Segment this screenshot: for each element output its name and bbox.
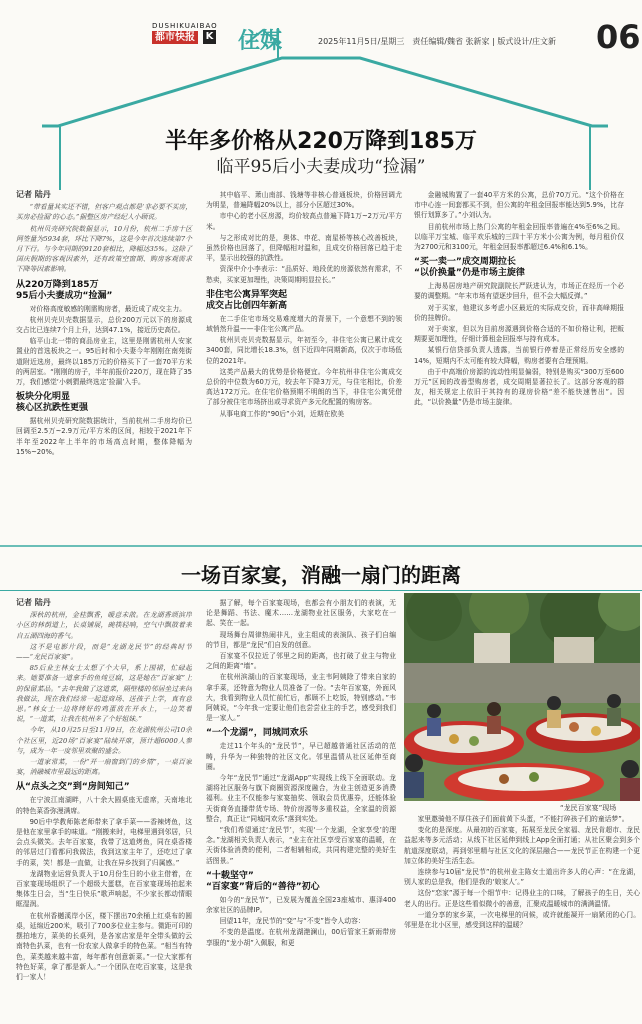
- paragraph: 资深中介小李表示：“品质好、地段优的房源依然有需求，不愁卖，买家更加理性，决策周期明显拉长。”: [206, 265, 402, 284]
- paragraph: 走过11个年头的“龙民节”，早已超越普通社区活动的范畴，升华为一种独特的社区文化。邻里温情从社区延伸至商圈。: [206, 742, 396, 771]
- subheading: 板块分化明显 核心区抗跌性更强: [16, 392, 89, 414]
- paragraph: 杭州贝壳贝壳数据显示，总价200万元以下的房源成交占比已连续7个月上升，达到47.1%，接近历史高位。: [16, 315, 192, 335]
- paragraph: 杭州贝壳贝壳数据显示，年初至今，非住宅公寓已累计成交3400套，同比增长18.3%，创下近四年同期新高，仅次于市场低位的2021年。: [206, 336, 402, 365]
- byline: 记者 陆丹: [16, 598, 51, 607]
- paragraph: 在宁波江南湖畔，八十余大圆桌座无虚席，天南地北的特色菜香弥漫满席。: [16, 796, 192, 815]
- headline-story2: 一场百家宴，消融一扇门的距离: [181, 563, 461, 587]
- newspaper-logo-mark-icon: K: [203, 30, 216, 44]
- paragraph: 今年，从10月25日至11月9日，在龙湖杭州公司10余个社区里，近20场“百家宴”陆续开席，预计超6000人参与，成为一年一度邻里欢聚的盛会。: [16, 726, 192, 755]
- subheading: 从220万降到185万 95后小夫妻成功“捡漏”: [16, 279, 113, 301]
- story2-col1: [16, 598, 192, 1020]
- paragraph: 90后中学教师陈老师带来了拿手菜——香辣烤鱼，这是他在家里拿手的味道。“刚搬来时，电梯里遇到邻居，只会点头微笑。去年百家宴，我带了这道烤鱼，同在桌香楼的邻居过门看都问我做法，我到这家主年了，还吃过了拿手的菜，笑！都是一直做，让我在异乡找到了归属感。”: [16, 817, 192, 867]
- section-title: 住媒: [238, 28, 283, 54]
- paragraph: 龙湖物业运营负责人于10月份生日的小业主借着，在百家宴现场组织了一个超级大蛋糕，在百家宴现场拍起来集体生日会，当“生日快乐”歌声响起，不少家长都动情眼眶湿润。: [16, 869, 192, 909]
- paragraph: 对于卖家，但以为目前房源遇到价格合适的不如价格让利，把贩期要更加理性，仔细计算租金回报率与持有成本。: [414, 325, 624, 344]
- paragraph: 在杭州滨湖山的百家宴现场，业主韦阿姨除了带来自家的拿手菜，还特意为物业人员准备了一份。“去年百家宴，外面风大，我看到物业人员忙前忙后，都顾不上吃饭，特别感动。”韦阿姨说，“今年我一定要让他们也尝尝业主的手艺，感受到我们是一家人。”: [206, 673, 396, 723]
- paragraph: 从事电商工作的“90后”小刘，近期在欧美: [219, 409, 345, 418]
- photo-caption: “龙民百家宴”现场: [560, 804, 617, 812]
- paragraph: 现场舞台周律热闹非凡，业主组成的表演队、孩子们自编的节目，都是“龙民”们自发的创意。: [206, 630, 396, 649]
- paragraph: 家里邀骑他不厚住孩子们面前黄下头蛋，“不能打碎孩子们的童话梦”。: [417, 815, 629, 823]
- paragraph: 上海易居房地产研究院副院长严跃进认为，市场正在经历一个必要的调整期。“年末市场有望逐步回升，但不会大幅反弹。”: [414, 282, 624, 301]
- paragraph: “我们希望通过‘龙民节’，实现‘一个龙湖，全家享受’的理念。”龙湖相关负责人表示，“业主在社区享受百家宴的温暖，在天街体验消费的便利，二者相辅相成，共同构建完整的美好生活图景。”: [206, 826, 396, 865]
- story1-col3: [414, 190, 624, 409]
- subheading: “一个龙湖”，同城同欢乐: [206, 728, 308, 739]
- story1-col1: [16, 190, 192, 458]
- paragraph: 85后业主林女士太想了个大早，系上围裙，忙碌起来。她要准备一道拿手的鱼炖豆腐，这是她在“百家宴”上的保留菜品。“去年我做了这道菜，隔壁楼的邻居坐过来问我做法，现在我们经常一起逛商场、送孩子上学，真有意思。”林女士一边将烤好的鸡蛋放在开水上，一边笑着说，“一道菜，让我在杭州多了个好姐妹。”: [16, 664, 192, 724]
- paragraph: 目前杭州市场上热门公寓的年租金回报率普遍在4%至6%之间。以临平万宝城、临平欢乐城的三四十平方米小公寓为例，每月租价仅为2700元和3100元，年租金回报率都超过6.4%和6.1%。: [414, 222, 624, 252]
- dateline: 2025年11月5日/星期三 责任编辑/魏省 张新家 | 版式设计/庄文新: [318, 37, 557, 46]
- lead-paragraph: “带看量其实还不错，但客户观点都是‘非必要不买房，买房必捡漏’的心态。”据整区房产经纪人小顾说。: [16, 203, 192, 222]
- newspaper-logo: 都市快报: [152, 31, 198, 44]
- paragraph: 临平山北一带的商品房业主，这里是刚需杭州人安家置业的首选板块之一。95后时和小夫妻今年刚刚在南苑街道附近选房，最终以185万元的价格买下了一套70平方米的两居室。“刚刚的房子，半年前报价220万，现在降了35万，我们感觉‘小刺猬最终选定’捡漏’入手。: [16, 337, 192, 387]
- paragraph: 一道家常菜，一份“开一扇窗到门的乡情”，一桌百家宴，消融城市里最远的距离。: [16, 758, 192, 777]
- paragraph: 如今的“龙民节”，已发展为覆盖全国23座城市、惠泽400余家社区的品牌IP。: [206, 895, 396, 915]
- paragraph: 杭州贝壳研究院数据显示，10月份，杭州二手房十区网签量为5934套，环比下降7%，这是今年首次连续第7个月下行。与今年同期的9120套相比，降幅达35%。这除了国庆假期的客观因素外，还有政策空窗期、购房客观需求下降等因素影响。: [16, 224, 192, 274]
- subheading: “十载坚守” “百家宴”背后的“善待”初心: [206, 870, 320, 892]
- paragraph: 与之形成对比的是，奥体、申花、南星桥等核心改善板块，虽然价格也回落了，但降幅相对温和，且成交价格回落已趋于走平，显示出较强的抗跌性。: [206, 233, 402, 263]
- lead-paragraph: 深秋的杭州，金桂飘香，暖意未散。在龙湖香颂滨岸小区的林荫道上，长桌铺展，碗筷轻响，空气中飘散着来自五湖四海的香气。: [16, 611, 192, 640]
- paragraph: 这类产品最大的优势是价格便宜。今年杭州非住宅公寓成交总价的中位数为60万元，较去年下降3万元，与住宅相比，价差高达172万元。在住宅价格预期不明朗的当下，非住宅公寓凭借了部分被住宅市场挤出或寻求资产多元化配置的购房客。: [206, 367, 402, 407]
- page-number: 06: [596, 18, 641, 56]
- subheading: 非住宅公寓异军突起 成交占比创四年新高: [206, 289, 288, 311]
- paragraph: 这份“恋家”源于每一个细节中：记得业主的口味，了解孩子的生日，关心老人的出行。正是这些看似微小的善意，汇聚成温暖城市的满满温情。: [404, 889, 640, 908]
- paragraph: 连续参与10届“龙民节”的杭州业主陈女士道出许多人的心声：“在龙湖，别人家的总是我，他们是我的‘娘家人’。”: [404, 868, 640, 887]
- subhead-story1: 临平95后小夫妻成功“捡漏”: [216, 157, 426, 177]
- paragraph: 变化的是深度。从最初的百家宴，拓展至龙民全家福、龙民肯超市、龙民益起来等多元活动；从线下社区延伸到线上App全面打通；从社区聚会到多个航道深度联动，再到邻里精与社区文化的深层融合——龙民节正在构建一个更加立体的美好生活生态。: [404, 826, 640, 865]
- paragraph: 由于中高端价房源的流动性明显偏弱，特别是购买“300万至600万元”区间的改善型购房者，成交周期显著拉长了。这部分客观的群友，相关规定上依旧于其持有的现房价格“差不能快速售出”。因此，“以价换量”仍是市场主旋律。: [414, 367, 624, 407]
- story1-col2: [206, 190, 402, 420]
- paragraph: 某银行信贷部负责人透露，当前银行停着是正常经历安全感的14%，短期内不太可能有较大降幅，购房者要有合理预期。: [414, 346, 624, 365]
- paragraph: 对价格高度敏感的刚需购房者，最近成了成交主力。: [29, 304, 186, 313]
- headline-story1: 半年多价格从220万降到185万: [165, 129, 477, 154]
- paragraph: 不变的是温度。在杭州龙湖滟澜山，00后管家王新雨带房享服的“龙小胡”入佩服，和更: [206, 928, 396, 947]
- paragraph: 对于买家，他建议多考虑小区最近的实际成交价，而非高峰期报价的挂牌价。: [414, 303, 624, 322]
- paragraph: 市中心的老小区房源，均价较高点普遍下降1万~2万元/平方米。: [206, 212, 402, 231]
- subheading: 从“点头之交”到“房间知己”: [16, 782, 130, 793]
- story2-col3: [404, 814, 640, 1020]
- banquet-photo: [404, 593, 640, 801]
- paragraph: 在杭州香樾溪岸小区，楼下摆出70余桶上红桌布的圆桌，延绵近200米，吸引了700多位业主参与。微距可印的摆拍地方，菜美的长桌列，是各家店家是年全带头做的云南特色扒菜，也有一份农家人做拿手的特色菜。“相当有特色，菜类越来越丰富，每年都有创意新菜。”一位大家都有特色好菜，拿了都是新人。”一个团队在吃百家宴，这是我们一家人！: [16, 911, 192, 981]
- subheading: “买一卖一”成交周期拉长 “以价换量”仍是市场主旋律: [414, 257, 525, 279]
- paragraph: 据了解，每个百家宴现场，也都会有小朋友们的表演，无论是舞蹈、书法、魔术……龙湖物业社区服务，大家吃在一起、笑在一起。: [206, 599, 396, 628]
- paragraph: 据杭州贝壳研究院数据统计，当前杭州二手房均价已回调至2.5万~2.9万元/平方米的区间，相较于2021年下半年至2022年上半年的市场高点时期，整体降幅为15%~20%。: [16, 417, 192, 456]
- paragraph: 金融城购置了一套40平方米的公寓，总价70万元。“这个价格在市中心连一间套都买不到，但公寓的年租金回报率能达到5.9%，比存银行划算多了。”小刘认为。: [414, 191, 624, 220]
- paragraph: 其中临平、萧山南部、钱塘等非核心普通板块，价格回调尤为明显，普遍降幅20%以上，部分小区超过30%。: [206, 191, 402, 210]
- paragraph: 回望11年，龙民节的“变”与“不变”皆令人动容：: [219, 917, 365, 926]
- byline: 记者 陆丹: [16, 190, 51, 199]
- paragraph: 一道分享的家乡菜，一次电梯里的问候，或许就能凝开一扇紧闭的心门。邻里是在北小区里，感受到这样的温暖？: [404, 910, 640, 930]
- paragraph: 百家宴不仅拉近了邻里之间的距离，也打破了业主与物业之间的距离“墙”。: [206, 652, 396, 671]
- divider: [0, 590, 642, 591]
- newspaper-logo-pinyin: DUSHIKUAIBAO: [152, 22, 218, 30]
- paragraph: 在二手住宅市场交易难度增大的背景下，一个意想不到的领域悄然升温——非住宅公寓产品。: [206, 314, 402, 334]
- story2-col2: [206, 598, 396, 1020]
- paragraph: 这不是电影片段，而是“龙湖龙民节”的经典时节——“龙民百家宴”。: [16, 642, 192, 662]
- paragraph: 今年“龙民节”通过“龙湖App”实现线上线下全面联动。龙湖将社区服务与旗下商圈资源深度融合，为业主创造更多消费福利。业主不仅能参与家宴抽奖、领取会员优惠券，还能体验天街商务直播带货专场、特价房源等多重权益，全家温的资源整合，真正让“同城同欢乐”落到实处。: [206, 774, 396, 823]
